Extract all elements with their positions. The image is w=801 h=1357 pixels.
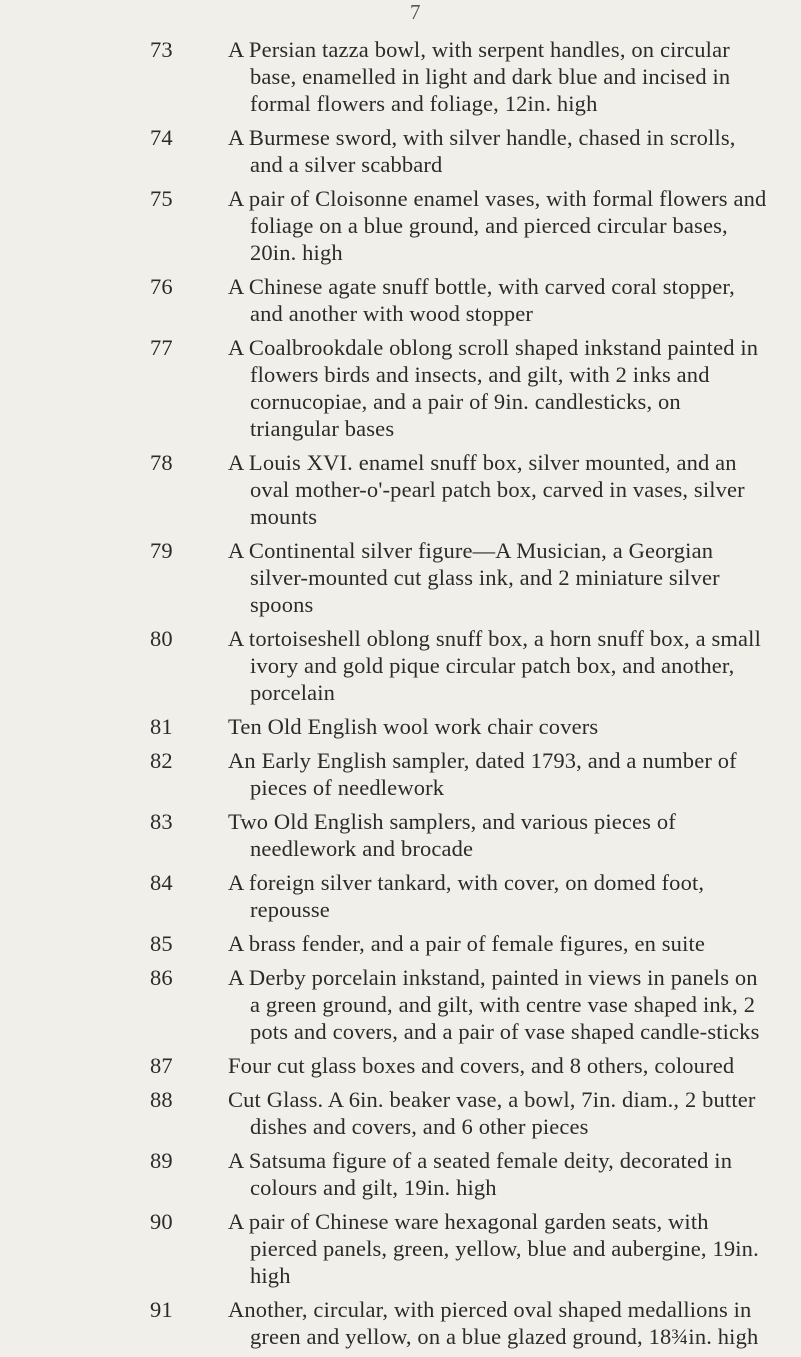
lot-number: 79	[150, 538, 173, 563]
lot-item	[0, 334, 801, 442]
lot-item	[0, 1086, 801, 1140]
lot-description: A Coalbrookdale oblong scroll shaped inkstand painted in flowers birds and insects, and gilt, with 2 inks and cornucopiae, and a pair of 9in. candlesticks, on triangular bases	[228, 335, 759, 441]
lot-description: An Early English sampler, dated 1793, and a number of pieces of needlework	[228, 748, 737, 800]
lot-item	[0, 1052, 801, 1079]
lot-description: A Derby porcelain inkstand, painted in views in panels on a green ground, and gilt, with centre vase shaped ink, 2 pots and covers, and a pair of vase shaped candle-sticks	[228, 965, 760, 1044]
lot-number: 74	[150, 125, 173, 150]
lot-number: 86	[150, 965, 173, 990]
lot-item	[0, 808, 801, 862]
lot-description: Four cut glass boxes and covers, and 8 others, coloured	[228, 1053, 735, 1078]
lot-list	[0, 36, 801, 1357]
lot-number: 77	[150, 335, 173, 360]
lot-number: 73	[150, 37, 173, 62]
lot-description: A Louis XVI. enamel snuff box, silver mounted, and an oval mother-o'-pearl patch box, carved in vases, silver mounts	[228, 450, 745, 529]
lot-description: Cut Glass. A 6in. beaker vase, a bowl, 7in. diam., 2 butter dishes and covers, and 6 other pieces	[228, 1087, 756, 1139]
lot-item	[0, 1208, 801, 1289]
lot-description: A Continental silver figure—A Musician, a Georgian silver-mounted cut glass ink, and 2 miniature silver spoons	[228, 538, 720, 617]
lot-item	[0, 1147, 801, 1201]
lot-number: 87	[150, 1053, 173, 1078]
lot-description: A pair of Chinese ware hexagonal garden seats, with pierced panels, green, yellow, blue and aubergine, 19in. high	[228, 1209, 759, 1288]
lot-item	[0, 1296, 801, 1350]
lot-number: 80	[150, 626, 173, 651]
lot-number: 91	[150, 1297, 173, 1322]
lot-description: Another, circular, with pierced oval shaped medallions in green and yellow, on a blue glazed ground, 18¾in. high	[228, 1297, 759, 1349]
lot-description: Ten Old English wool work chair covers	[228, 714, 599, 739]
lot-description: A Burmese sword, with silver handle, chased in scrolls, and a silver scabbard	[228, 125, 736, 177]
lot-number: 84	[150, 870, 173, 895]
lot-number: 85	[150, 931, 173, 956]
lot-item	[0, 449, 801, 530]
lot-item	[0, 713, 801, 740]
lot-item	[0, 625, 801, 706]
lot-description: A Satsuma figure of a seated female deity, decorated in colours and gilt, 19in. high	[228, 1148, 733, 1200]
lot-item	[0, 747, 801, 801]
lot-number: 78	[150, 450, 173, 475]
lot-item	[0, 930, 801, 957]
lot-number: 89	[150, 1148, 173, 1173]
lot-item	[0, 185, 801, 266]
lot-description: A brass fender, and a pair of female figures, en suite	[228, 931, 706, 956]
lot-number: 88	[150, 1087, 173, 1112]
lot-item	[0, 537, 801, 618]
page-number: 7	[410, 0, 421, 24]
lot-description: A foreign silver tankard, with cover, on domed foot, repousse	[228, 870, 705, 922]
lot-description: A Persian tazza bowl, with serpent handles, on circular base, enamelled in light and dark blue and incised in formal flowers and foliage, 12in. high	[228, 37, 731, 116]
lot-number: 75	[150, 186, 173, 211]
lot-item	[0, 124, 801, 178]
lot-number: 83	[150, 809, 173, 834]
lot-description: A tortoiseshell oblong snuff box, a horn snuff box, a small ivory and gold pique circular patch box, and another, porcelain	[228, 626, 761, 705]
lot-number: 81	[150, 714, 173, 739]
lot-description: A pair of Cloisonne enamel vases, with formal flowers and foliage on a blue ground, and pierced circular bases, 20in. high	[228, 186, 767, 265]
lot-item	[0, 273, 801, 327]
lot-description: A Chinese agate snuff bottle, with carved coral stopper, and another with wood stopper	[228, 274, 735, 326]
lot-number: 90	[150, 1209, 173, 1234]
lot-item	[0, 869, 801, 923]
lot-item	[0, 36, 801, 117]
lot-number: 76	[150, 274, 173, 299]
lot-item	[0, 964, 801, 1045]
lot-number: 82	[150, 748, 173, 773]
lot-description: Two Old English samplers, and various pieces of needlework and brocade	[228, 809, 676, 861]
